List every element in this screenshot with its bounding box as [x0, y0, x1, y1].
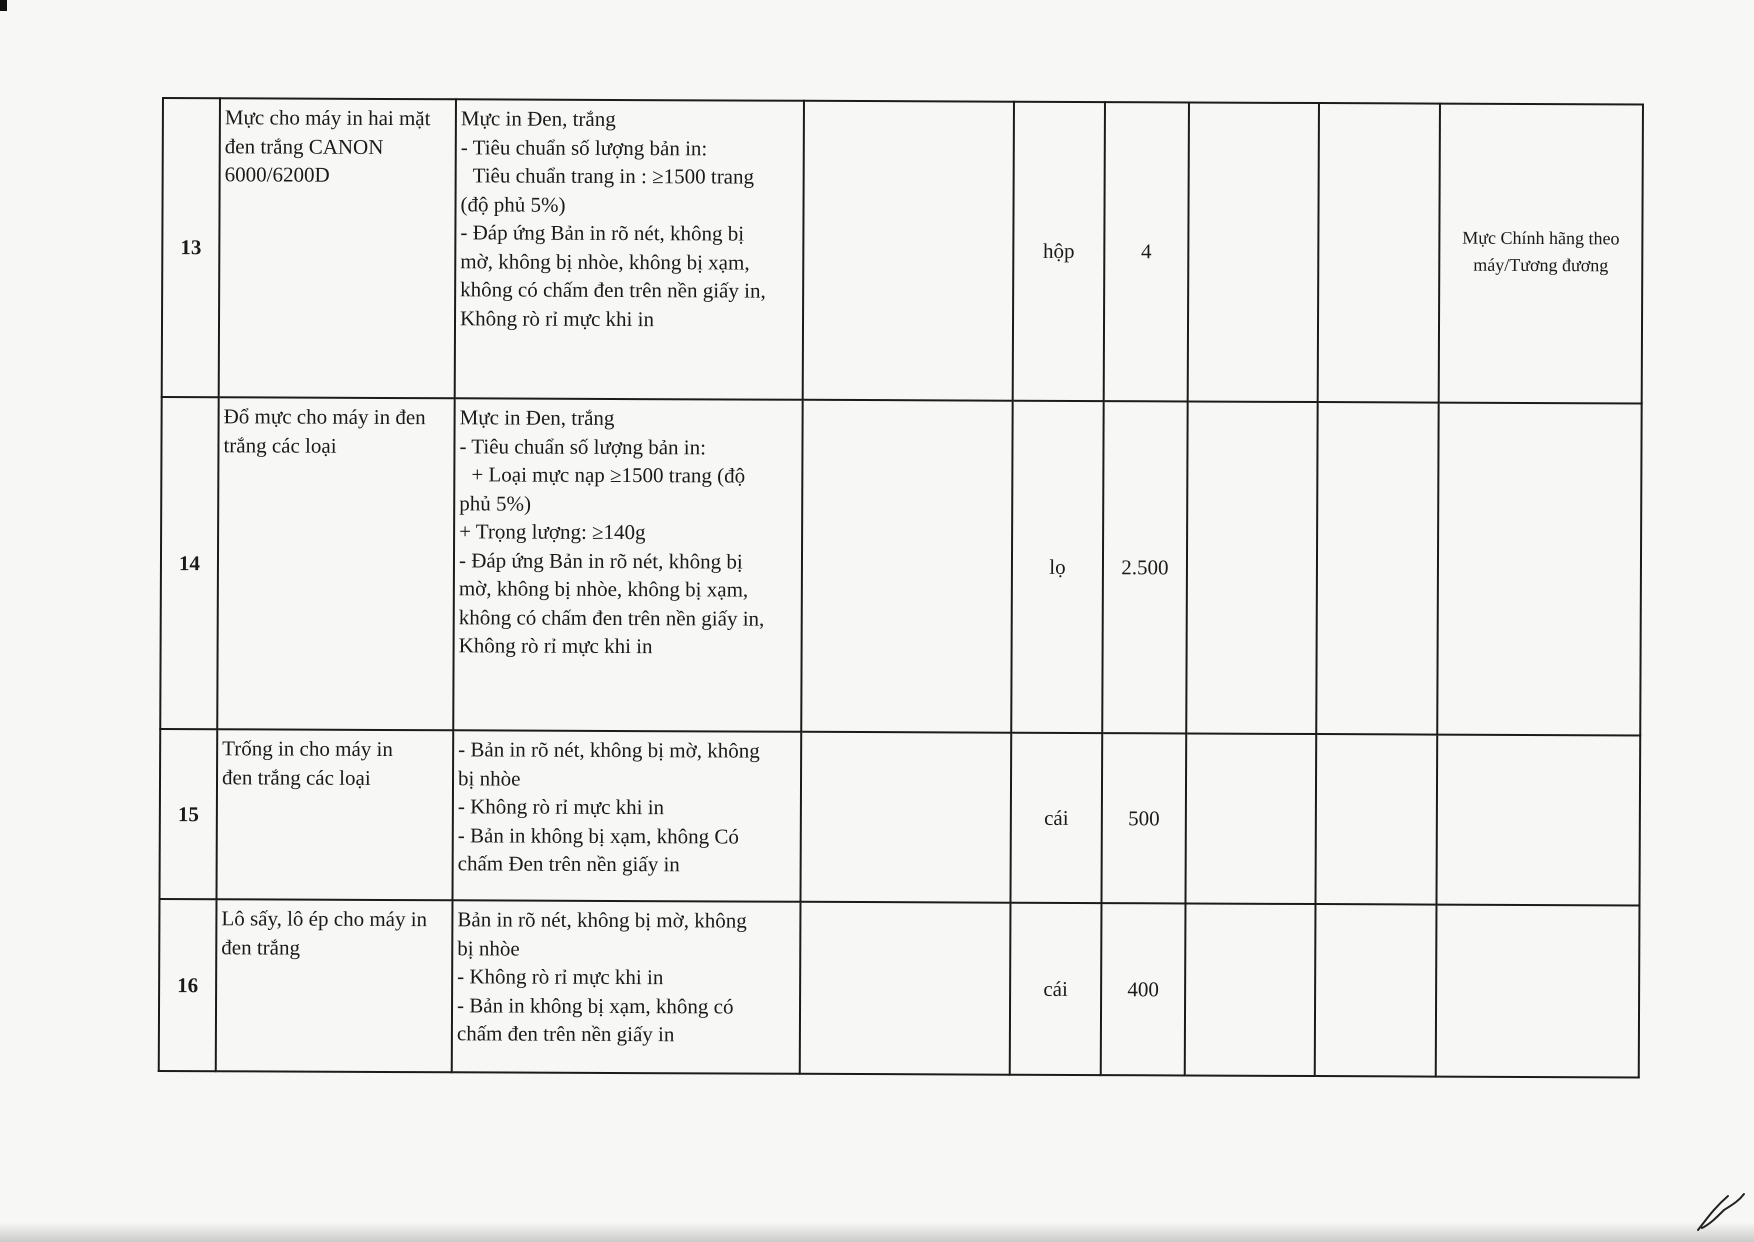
item-name [219, 98, 456, 398]
row-number: 13 [162, 98, 220, 398]
empty-cell [1315, 904, 1437, 1076]
empty-cell [1186, 402, 1317, 734]
item-specification [452, 730, 801, 901]
row-number: 16 [159, 899, 217, 1071]
scan-corner-mark [0, 0, 7, 11]
spec-line: - Bản in không bị xạm, không Có [457, 822, 739, 849]
row-number: 14 [160, 397, 218, 729]
table-body [159, 98, 1643, 1077]
item-name-line: đen trắng CANON [224, 133, 384, 159]
spec-line: chấm đen trên nền giấy in [456, 1021, 675, 1047]
spec-line: phủ 5%) [459, 491, 532, 516]
table-row [159, 899, 1640, 1077]
spec-line: - Bản in rõ nét, không bị mờ, không [458, 737, 760, 763]
quantity-cell: 500 [1101, 733, 1186, 903]
spec-line: không có chấm đen trên nền giấy in, [458, 605, 765, 631]
note-line: Mực Chính hãng theo [1462, 227, 1620, 249]
item-name-line: trắng các loại [223, 433, 337, 458]
spec-line: - Đáp ứng Bản in rõ nét, không bị [460, 220, 745, 246]
item-name-line: Lô sấy, lô ép cho máy in [221, 906, 428, 932]
empty-cell [801, 400, 1012, 733]
empty-cell [800, 732, 1011, 903]
spec-line: + Loại mực nạp ≥1500 trang (độ [471, 462, 746, 488]
table-row [160, 397, 1641, 735]
item-name-line: Mực cho máy in hai mặt [224, 105, 431, 131]
table-row [162, 98, 1643, 404]
spec-line: Không rò rỉ mực khi in [458, 633, 653, 659]
spec-line: - Không rò rỉ mực khi in [457, 964, 664, 990]
item-name [216, 899, 453, 1072]
row-number: 15 [160, 729, 218, 899]
unit-cell: cái [1010, 903, 1102, 1075]
empty-cell [1437, 403, 1641, 736]
item-specification [455, 99, 804, 400]
item-name-line: Trống in cho máy in [222, 736, 393, 762]
spec-line: Bản in rõ nét, không bị mờ, không [457, 907, 747, 933]
spec-line: mờ, không bị nhòe, không bị xạm, [458, 576, 749, 602]
item-specification [452, 900, 801, 1073]
empty-cell [1185, 904, 1316, 1077]
unit-cell: hộp [1013, 102, 1105, 402]
spec-line: bị nhòe [457, 765, 521, 791]
item-name-line: đen trắng các loại [221, 764, 371, 790]
unit-cell: cái [1010, 733, 1102, 903]
spec-line: - Không rò rỉ mực khi in [457, 794, 665, 820]
item-name [216, 729, 453, 900]
empty-cell [1316, 402, 1438, 734]
spec-line: - Bản in không bị xạm, không có [456, 992, 734, 1019]
spec-line: mờ, không bị nhòe, không bị xạm, [460, 248, 750, 275]
item-name-line: 6000/6200D [224, 162, 330, 187]
spec-line: - Tiêu chuẩn số lượng bản in: [459, 434, 707, 460]
spec-line: (độ phủ 5%) [460, 191, 566, 217]
quantity-cell: 400 [1101, 903, 1186, 1075]
spec-line: bị nhòe [457, 935, 520, 961]
quantity-cell: 2.500 [1102, 401, 1187, 733]
spec-line: không có chấm đen trên nền giấy in, [460, 277, 766, 303]
spec-line: Mực in Đen, trắng [460, 106, 616, 131]
item-name-line: Đổ mực cho máy in đen [223, 404, 426, 430]
empty-cell [803, 101, 1014, 401]
empty-cell [1436, 905, 1640, 1078]
empty-cell [1185, 734, 1316, 904]
note-line: máy/Tương đương [1473, 254, 1609, 275]
spec-line: - Tiêu chuẩn số lượng bản in: [460, 134, 708, 160]
item-specification [453, 399, 802, 732]
empty-cell [1188, 102, 1319, 402]
unit-cell: lọ [1011, 401, 1103, 733]
quantity-cell: 4 [1104, 102, 1189, 402]
empty-cell [1318, 103, 1440, 403]
table-row [160, 729, 1641, 905]
empty-cell [1315, 734, 1437, 904]
scan-bottom-edge [0, 1222, 1754, 1242]
spec-line: - Đáp ứng Bản in rõ nét, không bị [458, 548, 743, 574]
spec-line: chấm Đen trên nền giấy in [457, 851, 680, 877]
item-name [217, 398, 454, 731]
note-cell [1439, 104, 1643, 404]
spec-line: + Trọng lượng: ≥140g [459, 519, 646, 545]
empty-cell [800, 902, 1011, 1075]
empty-cell [1436, 735, 1640, 906]
item-name-line: đen trắng [221, 934, 301, 960]
spec-line: Tiêu chuẩn trang in : ≥1500 trang [472, 163, 755, 189]
spec-line: Không rò rỉ mực khi in [459, 305, 655, 331]
specification-table [158, 97, 1644, 1078]
spec-line: Mực in Đen, trắng [459, 405, 615, 431]
